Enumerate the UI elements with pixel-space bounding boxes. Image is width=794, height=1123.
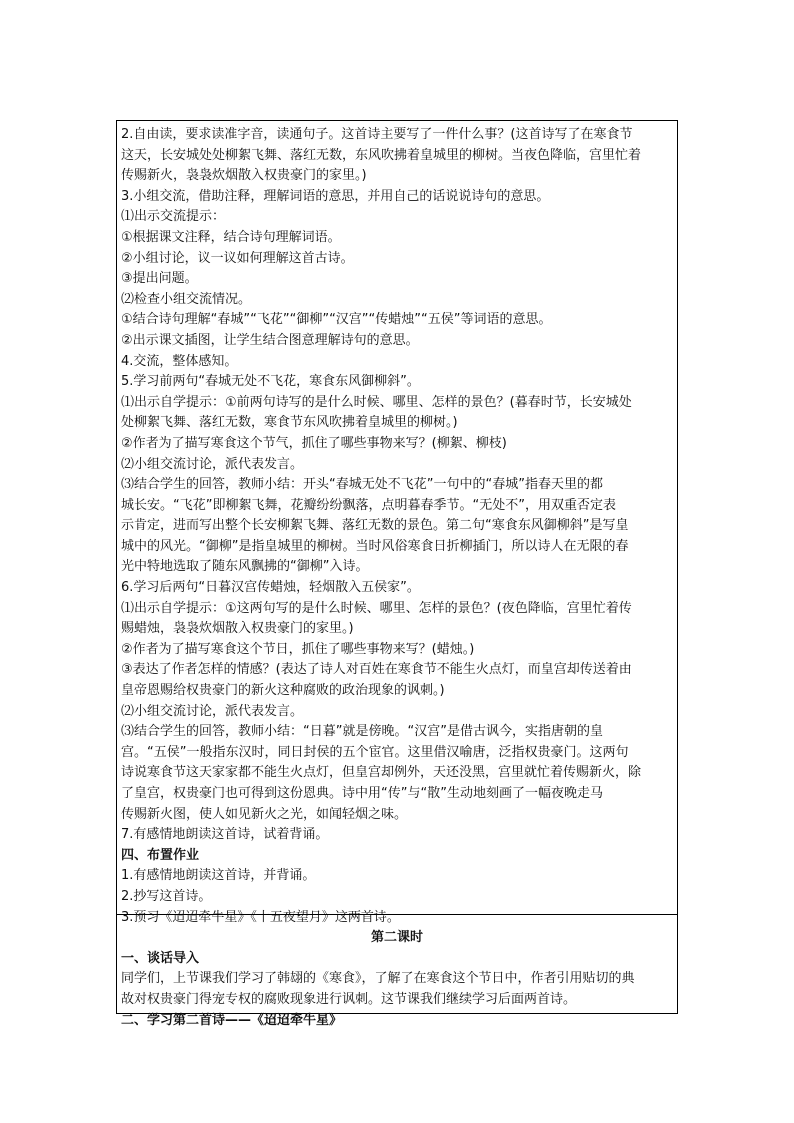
lesson-plan-table <box>116 120 678 1028</box>
text-line: 传赐新火图，使人如见新火之光，如闻轻烟之味。 <box>121 806 408 822</box>
text-line: ③提出问题。 <box>121 271 198 287</box>
text-line: ⑴出示自学提示：①前两句诗写的是什么时候、哪里、怎样的景色？(暮春时节，长安城处 <box>121 394 632 410</box>
text-line: 赐蜡烛，袅袅炊烟散入权贵豪门的家里。) <box>121 621 354 637</box>
text-line: ③表达了作者怎样的情感？(表达了诗人对百姓在寒食节不能生火点灯，而皇宫却传送着由 <box>121 662 632 678</box>
text-line: 5.学习前两句“春城无处不飞花，寒食东风御柳斜”。 <box>121 374 420 390</box>
text-line: ⑵小组交流讨论，派代表发言。 <box>121 456 304 472</box>
text-line: 3.小组交流，借助注释，理解词语的意思，并用自己的话说说诗句的意思。 <box>121 188 550 204</box>
text-line: 宫。“五侯”一般指东汉时，同日封侯的五个宦官。这里借汉喻唐，泛指权贵豪门。这两句 <box>121 744 629 760</box>
section-heading: 二、学习第二首诗——《迢迢牵牛星》 <box>121 1012 343 1028</box>
text-line: 城长安。“飞花”即柳絮飞舞，花瓣纷纷飘落，点明暮春季节。“无处不”，用双重否定表 <box>121 497 616 513</box>
text-line: ⑶结合学生的回答，教师小结：开头“春城无处不飞花”一句中的“春城”指春天里的都 <box>121 477 603 493</box>
text-line: ⑵小组交流讨论，派代表发言。 <box>121 703 304 719</box>
text-line: ②出示课文插图，让学生结合图意理解诗句的意思。 <box>121 332 419 348</box>
text-line: 2.抄写这首诗。 <box>121 888 212 904</box>
text-line: 传赐新火，袅袅炊烟散入权贵豪门的家里。) <box>121 168 367 184</box>
text-line: ①结合诗句理解“春城”“飞花”“御柳”“汉宫”“传蜡烛”“五侯”等词语的意思。 <box>121 312 552 328</box>
text-line: ⑶结合学生的回答，教师小结：“日暮”就是傍晚。“汉宫”是借古讽今，实指唐朝的皇 <box>121 724 603 740</box>
text-line: 光中特地选取了随东风飘拂的“御柳”入诗。 <box>121 559 369 575</box>
text-line: 城中的风光。“御柳”是指皇城里的柳树。当时风俗寒食日折柳插门，所以诗人在无限的春 <box>121 538 629 554</box>
text-line: 7.有感情地朗读这首诗，试着背诵。 <box>121 827 329 843</box>
text-line: 这天，长安城处处柳絮飞舞、落红无数，东风吹拂着皇城里的柳树。当夜色降临，宫里忙着 <box>121 147 642 163</box>
text-line: 诗说寒食节这天家家都不能生火点灯，但皇宫却例外，天还没黑，宫里就忙着传赐新火，除 <box>121 765 642 781</box>
text-line: ②作者为了描写寒食这个节气，抓住了哪些事物来写？(柳絮、柳枝) <box>121 435 507 451</box>
text-line: 2.自由读，要求读准字音，读通句子。这首诗主要写了一件什么事？(这首诗写了在寒食节 <box>121 127 633 142</box>
text-line: ⑵检查小组交流情况。 <box>121 291 252 307</box>
section-heading: 四、布置作业 <box>121 847 200 863</box>
text-line: 了皇宫，权贵豪门也可得到这份恩典。诗中用“传”与“散”生动地刻画了一幅夜晚走马 <box>121 786 603 801</box>
text-line: ⑴出示交流提示： <box>121 209 226 225</box>
text-line: 示肯定，进而写出整个长安柳絮飞舞、落红无数的景色。第二句“寒食东风御柳斜”是写皇 <box>121 518 629 534</box>
text-line: ②小组讨论，议一议如何理解这首古诗。 <box>121 250 354 266</box>
section-heading: 第二课时 <box>370 930 423 946</box>
text-line: 处柳絮飞舞、落红无数，寒食节东风吹拂着皇城里的柳树。) <box>121 415 458 431</box>
text-line: 6.学习后两句“日暮汉宫传蜡烛，轻烟散入五侯家”。 <box>121 580 420 596</box>
section-heading: 一、谈话导入 <box>121 950 200 966</box>
text-line: 1.有感情地朗读这首诗，并背诵。 <box>121 868 316 884</box>
text-line: 故对权贵豪门得宠专权的腐败现象进行讽刺。这节课我们继续学习后面两首诗。 <box>121 991 577 1007</box>
text-line: ⑴出示自学提示：①这两句写的是什么时候、哪里、怎样的景色？(夜色降临，宫里忙着传 <box>121 600 632 616</box>
text-line: 皇帝恩赐给权贵豪门的新火这种腐败的政治现象的讽刺。) <box>121 683 445 699</box>
text-line: ①根据课文注释，结合诗句理解词语。 <box>121 229 341 245</box>
lesson-content <box>121 125 673 1031</box>
text-line: 同学们，上节课我们学习了韩翃的《寒食》，了解了在寒食这个节日中，作者引用贴切的典 <box>121 971 635 987</box>
text-line: ②作者为了描写寒食这个节日，抓住了哪些事物来写？(蜡烛。) <box>121 641 475 657</box>
text-line: 3.预习《迢迢牵牛星》《十五夜望月》这两首诗。 <box>121 909 400 925</box>
text-line: 4.交流，整体感知。 <box>121 353 238 369</box>
section-divider <box>117 914 677 915</box>
